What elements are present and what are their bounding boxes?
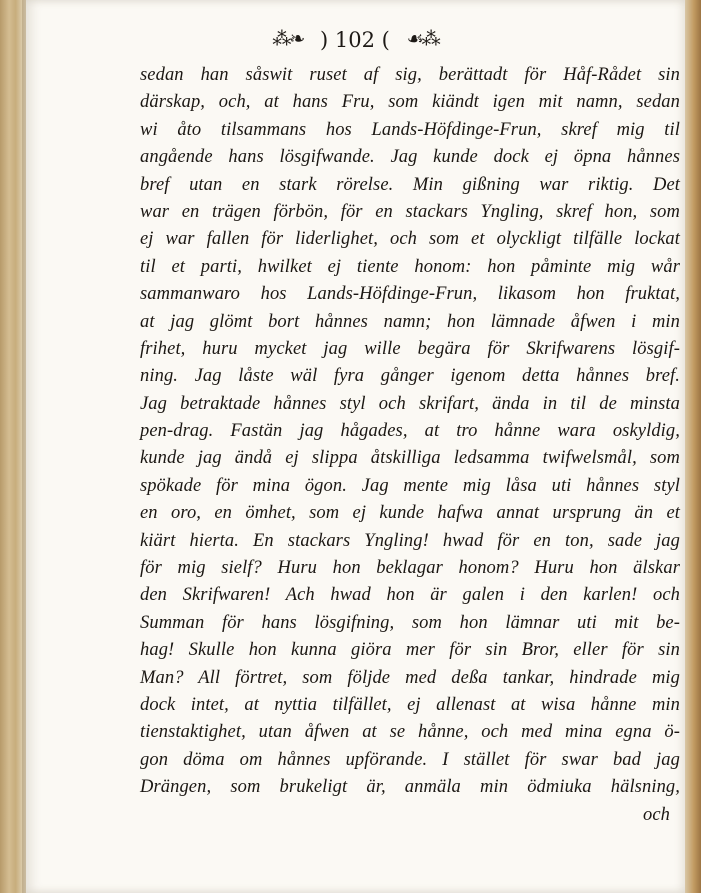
- page-header: [26, 28, 685, 52]
- text-line: därskap, och, at hans Fru, som kiändt igen mit namn, sedan: [140, 92, 680, 113]
- text-line: frihet, huru mycket jag wille begära för Skrifwarens lösgif-: [140, 338, 680, 359]
- text-line: ning. Jag låste wäl fyra gånger igenom detta hånnes bref.: [140, 366, 680, 387]
- text-line: Jag betraktade hånnes styl och skrifart, ända in til de minsta: [140, 393, 680, 414]
- header-bracket-open: ): [320, 28, 329, 52]
- text-line: pen-drag. Fastän jag hågades, at tro hånne wara oskyldig,: [140, 421, 680, 442]
- text-line: spökade för mina ögon. Jag mente mig låsa uti hånnes styl: [140, 475, 680, 496]
- text-line: kunde jag ändå ej slippa åtskilliga ledsamma twifwelsmål, som: [140, 448, 680, 469]
- left-ornament-icon: ⁂❧: [272, 28, 304, 50]
- text-line: bref utan en stark rörelse. Min gißning war riktig. Det: [140, 174, 680, 195]
- text-line: Man? All förtret, som följde med deßa tankar, hindrade mig: [140, 667, 680, 688]
- text-line: til et parti, hwilket ej tiente honom: hon påminte mig wår: [140, 256, 680, 277]
- text-line: Summan för hans lösgifning, som hon lämnar uti mit be-: [140, 612, 680, 633]
- text-line: angående hans lösgifwande. Jag kunde dock ej öpna hånnes: [140, 147, 680, 168]
- right-page-edge: [685, 0, 701, 893]
- text-line: en oro, en ömhet, som ej kunde hafwa annat ursprung än et: [140, 503, 680, 524]
- text-line: Drängen, som brukeligt är, anmäla min ödmiuka hälsning,: [140, 777, 680, 798]
- text-line: kiärt hierta. En stackars Yngling! hwad för en ton, sade jag: [140, 530, 680, 551]
- text-line: hag! Skulle hon kunna giöra mer för sin Bror, eller för sin: [140, 640, 680, 661]
- catchword: och: [642, 804, 670, 825]
- text-line: tienstaktighet, utan åfwen at se hånne, och med mina egna ö-: [140, 722, 680, 743]
- text-line: gon döma om hånnes upförande. I stället för swar bad jag: [140, 749, 680, 770]
- text-line: den Skrifwaren! Ach hwad hon är galen i den karlen! och: [140, 585, 680, 606]
- book-page: [26, 0, 685, 893]
- text-line: war en trägen förbön, för en stackars Yngling, skref hon, som: [140, 201, 680, 222]
- book-binding-edge: [0, 0, 26, 893]
- text-line: sedan han såswit ruset af sig, berättadt för Håf-Rådet sin: [140, 65, 680, 85]
- right-ornament-icon: ☙⁂: [406, 28, 439, 50]
- body-text: [140, 62, 680, 829]
- header-bracket-close: (: [381, 28, 390, 52]
- page-number: [320, 28, 390, 52]
- text-line: sammanwaro hos Lands-Höfdinge-Frun, likasom hon fruktat,: [140, 284, 680, 305]
- page-number-value: 102: [334, 28, 375, 52]
- text-line: för mig sielf? Huru hon beklagar honom? Huru hon älskar: [140, 558, 680, 579]
- text-line: dock intet, at nyttia tilfället, ej allenast at wisa hånne min: [140, 694, 680, 715]
- text-line: ej war fallen för liderlighet, och som et olyckligt tilfälle lockat: [140, 229, 680, 250]
- text-line: wi åto tilsammans hos Lands-Höfdinge-Frun, skref mig til: [140, 119, 680, 140]
- text-line: at jag glömt bort hånnes namn; hon lämnade åfwen i min: [140, 311, 680, 332]
